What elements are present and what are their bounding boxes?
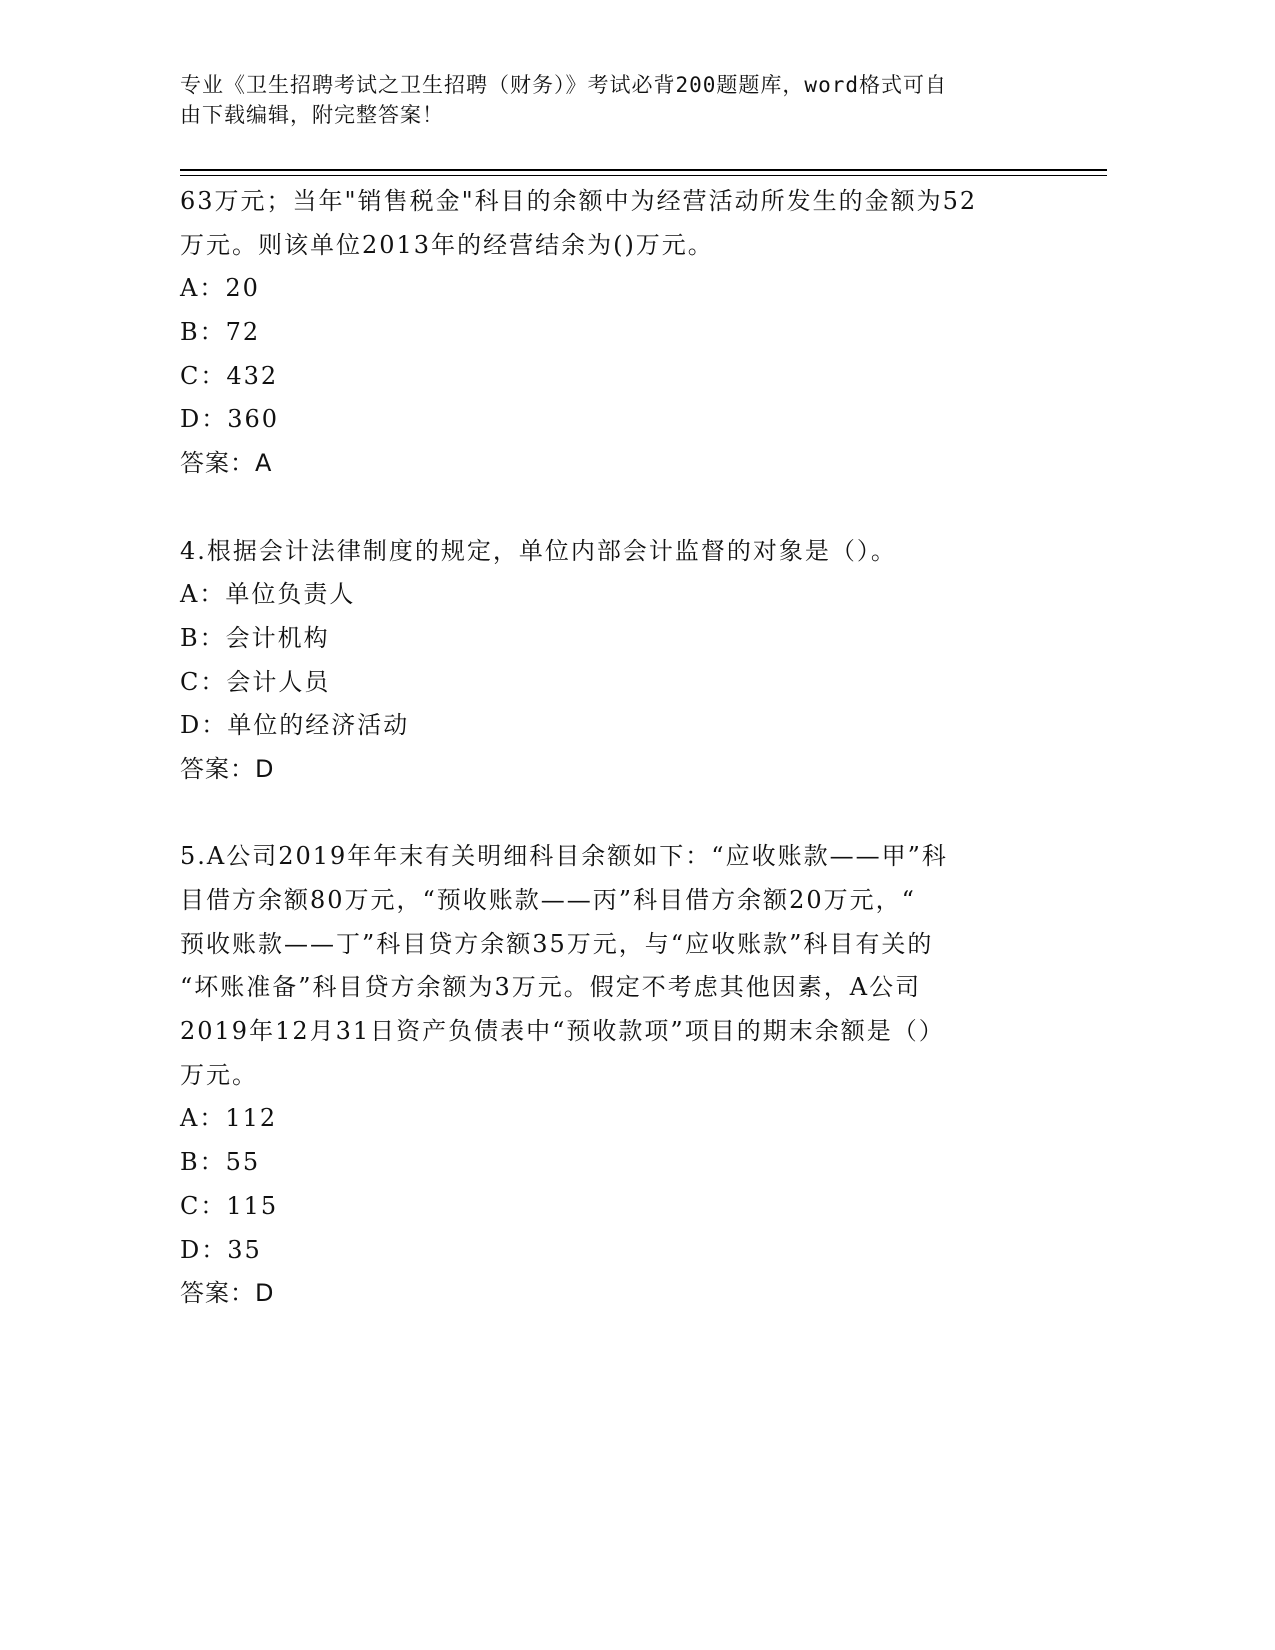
answer: 答案：D bbox=[180, 754, 275, 783]
spacer bbox=[180, 792, 1040, 836]
option-c: C：115 bbox=[180, 1191, 279, 1220]
question-text-line: 万元。则该单位2013年的经营结余为()万元。 bbox=[180, 230, 714, 259]
question-text-line: 目借方余额80万元，“预收账款——丙”科目借方余额20万元，“ bbox=[180, 886, 916, 914]
option-a: A：20 bbox=[180, 274, 260, 303]
question-text-line: 4.根据会计法律制度的规定，单位内部会计监督的对象是（）。 bbox=[180, 536, 897, 565]
option-b: B：会计机构 bbox=[180, 623, 330, 652]
header-line-1: 专业《卫生招聘考试之卫生招聘（财务）》考试必背200题题库，word格式可自 bbox=[180, 73, 947, 97]
option-c: C：432 bbox=[180, 361, 279, 390]
header-divider-thick bbox=[180, 169, 1107, 171]
option-c: C：会计人员 bbox=[180, 667, 331, 696]
header-divider-thin bbox=[180, 175, 1107, 176]
spacer bbox=[180, 486, 1040, 530]
question-content bbox=[180, 180, 1040, 1316]
option-d: D：360 bbox=[180, 405, 280, 434]
question-text-line: 2019年12月31日资产负债表中“预收款项”项目的期末余额是（） bbox=[180, 1017, 945, 1046]
option-a: A：112 bbox=[180, 1104, 278, 1133]
option-b: B：72 bbox=[180, 318, 261, 347]
question-text-line: “坏账准备”科目贷方余额为3万元。假定不考虑其他因素，A公司 bbox=[180, 973, 922, 1002]
answer: 答案：D bbox=[180, 1279, 275, 1308]
option-d: D：35 bbox=[180, 1235, 262, 1264]
question-5 bbox=[180, 835, 1040, 1316]
question-text-line: 预收账款——丁”科目贷方余额35万元，与“应收账款”科目有关的 bbox=[180, 929, 934, 958]
question-3 bbox=[180, 180, 1040, 486]
question-text-line: 5.A公司2019年年末有关明细科目余额如下：“应收账款——甲”科 bbox=[180, 842, 948, 871]
option-b: B：55 bbox=[180, 1148, 261, 1177]
question-4 bbox=[180, 530, 1040, 792]
question-text-line: 63万元；当年"销售税金"科目的余额中为经营活动所发生的金额为52 bbox=[180, 187, 978, 215]
document-header bbox=[180, 70, 1040, 130]
answer: 答案：A bbox=[180, 449, 273, 478]
question-text-line: 万元。 bbox=[180, 1060, 258, 1089]
header-line-2: 由下载编辑，附完整答案！ bbox=[180, 103, 444, 127]
option-a: A：单位负责人 bbox=[180, 580, 356, 609]
option-d: D：单位的经济活动 bbox=[180, 711, 410, 740]
